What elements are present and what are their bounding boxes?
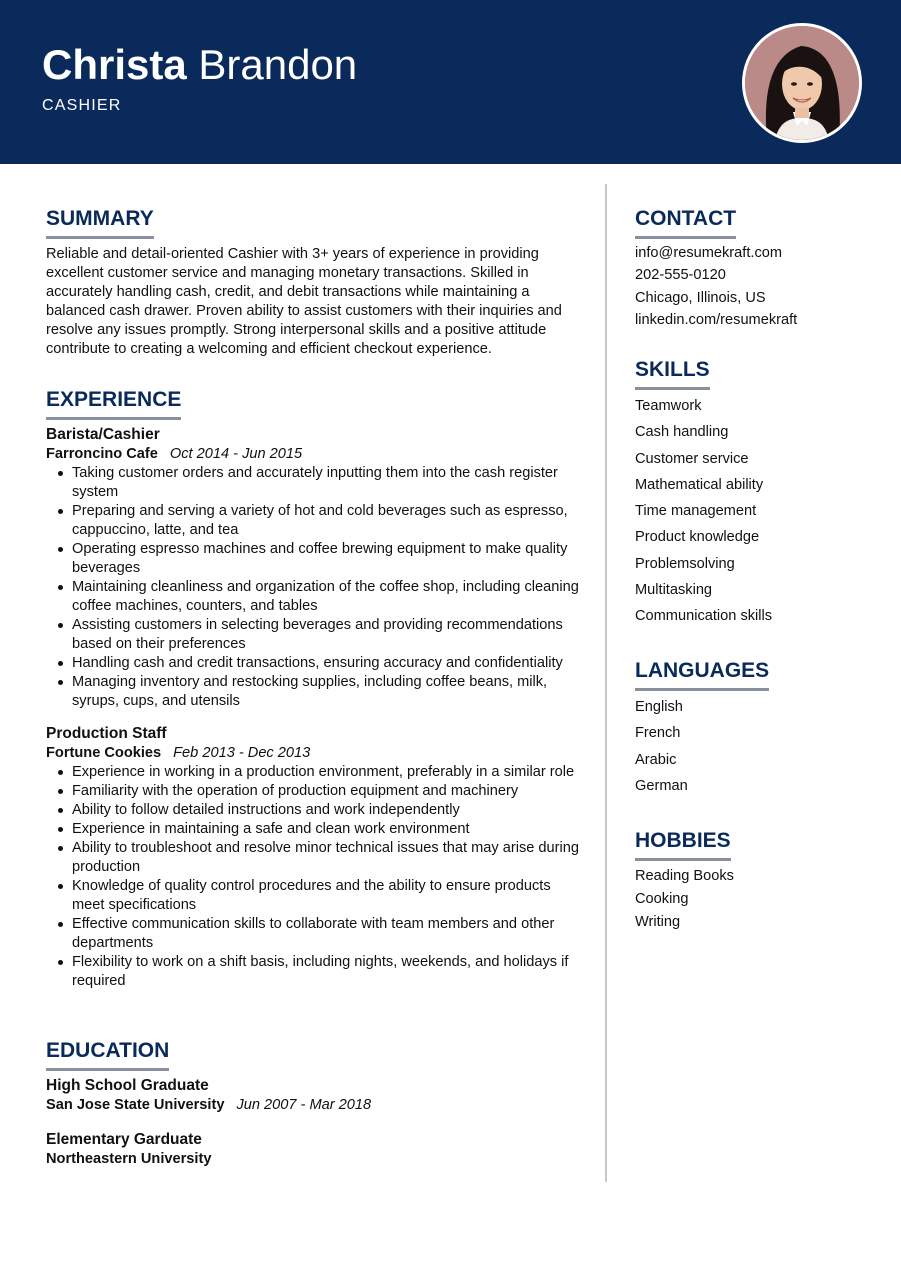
- language-item: Arabic: [635, 751, 677, 768]
- bullet-item: Assisting customers in selecting beverages and providing recommendations based on their preferences: [46, 616, 581, 654]
- bullet-item: Experience in working in a production environment, preferably in a similar role: [46, 763, 581, 782]
- bullet-item: Taking customer orders and accurately inputting them into the cash register system: [46, 464, 581, 502]
- skills-list: [635, 393, 875, 630]
- portrait-illustration: [745, 26, 859, 140]
- job-role: CASHIER: [42, 97, 122, 114]
- skill-item: Multitasking: [635, 582, 713, 599]
- bullet-item: Managing inventory and restocking supplies, including coffee beans, milk, syrups, cups, and utensils: [46, 673, 581, 711]
- hobbies-heading: HOBBIES: [635, 828, 731, 861]
- header-banner: [0, 0, 901, 164]
- column-divider: [605, 184, 607, 1182]
- education-meta: [46, 1150, 581, 1169]
- bullet-item: Knowledge of quality control procedures and the ability to ensure products meet specifications: [46, 877, 581, 915]
- bullet-item: Experience in maintaining a safe and clean work environment: [46, 820, 581, 839]
- languages-list: [635, 694, 875, 799]
- bullet-item: Flexibility to work on a shift basis, including nights, weekends, and holidays if required: [46, 953, 581, 991]
- first-name: Christa: [42, 41, 187, 88]
- education-entry: [46, 1076, 581, 1115]
- skills-heading: SKILLS: [635, 357, 710, 390]
- contact-linkedin[interactable]: linkedin.com/resumekraft: [635, 311, 798, 328]
- languages-heading: LANGUAGES: [635, 658, 769, 691]
- contact-location: Chicago, Illinois, US: [635, 289, 766, 306]
- job-entry: [46, 724, 581, 991]
- experience-heading: EXPERIENCE: [46, 387, 181, 420]
- job-dates: Oct 2014 - Jun 2015: [169, 446, 303, 462]
- hobbies-list: [635, 865, 875, 934]
- skill-item: Product knowledge: [635, 529, 760, 546]
- job-entry: [46, 425, 581, 711]
- last-name: Brandon: [198, 41, 358, 88]
- job-meta: [46, 445, 581, 464]
- bullet-item: Ability to troubleshoot and resolve minor technical issues that may arise during production: [46, 839, 581, 877]
- education-degree: High School Graduate: [46, 1077, 209, 1094]
- hobby-item: Reading Books: [635, 868, 734, 884]
- skill-item: Time management: [635, 503, 757, 520]
- bullet-item: Ability to follow detailed instructions and work independently: [46, 801, 581, 820]
- education-meta: [46, 1096, 581, 1115]
- profile-photo: [742, 23, 862, 143]
- job-dates: Feb 2013 - Dec 2013: [173, 745, 311, 761]
- education-entry: [46, 1130, 581, 1169]
- skill-item: Customer service: [635, 450, 749, 467]
- job-company: Fortune Cookies: [46, 745, 162, 761]
- education-school: San Jose State University: [46, 1097, 225, 1113]
- language-item: French: [635, 725, 681, 742]
- summary-heading: SUMMARY: [46, 206, 154, 239]
- skill-item: Mathematical ability: [635, 476, 764, 493]
- bullet-item: Familiarity with the operation of production equipment and machinery: [46, 782, 581, 801]
- hobby-item: Writing: [635, 914, 681, 930]
- contact-email[interactable]: info@resumekraft.com: [635, 245, 783, 261]
- skill-item: Teamwork: [635, 398, 702, 414]
- language-item: English: [635, 699, 683, 715]
- job-title: Production Staff: [46, 725, 167, 742]
- contact-block: [635, 242, 875, 331]
- job-bullets: [46, 464, 581, 711]
- education-heading: EDUCATION: [46, 1038, 169, 1071]
- language-item: German: [635, 777, 688, 794]
- skill-item: Communication skills: [635, 608, 773, 625]
- bullet-item: Handling cash and credit transactions, ensuring accuracy and confidentiality: [46, 654, 581, 673]
- education-dates: Jun 2007 - Mar 2018: [236, 1097, 372, 1113]
- job-title: Barista/Cashier: [46, 426, 160, 443]
- hobby-item: Cooking: [635, 891, 689, 907]
- education-school: Northeastern University: [46, 1151, 212, 1167]
- bullet-item: Maintaining cleanliness and organization of the coffee shop, including cleaning coffee machines, counters, and tables: [46, 578, 581, 616]
- contact-heading: CONTACT: [635, 206, 736, 239]
- contact-phone[interactable]: 202-555-0120: [635, 267, 726, 284]
- bullet-item: Preparing and serving a variety of hot and cold beverages such as espresso, cappuccino, latte, and tea: [46, 502, 581, 540]
- job-bullets: [46, 763, 581, 991]
- bullet-item: Operating espresso machines and coffee brewing equipment to make quality beverages: [46, 540, 581, 578]
- job-company: Farroncino Cafe: [46, 446, 158, 462]
- skill-item: Problemsolving: [635, 555, 735, 572]
- job-meta: [46, 744, 581, 763]
- candidate-name: [42, 40, 357, 90]
- summary-text: Reliable and detail-oriented Cashier with 3+ years of experience in providing excellent customer service and managing monetary transactions. Skilled in accurately handling cash, credit, and debit transactions while maintaining a balanced cash drawer. Proven ability to assist customers with their inquiries and resolve any issues promptly. Strong interpersonal skills and a positive attitude contribute to creating a welcoming and efficient checkout experience.: [46, 246, 562, 357]
- bullet-item: Effective communication skills to collaborate with team members and other departments: [46, 915, 581, 953]
- skill-item: Cash handling: [635, 424, 729, 441]
- education-degree: Elementary Garduate: [46, 1131, 202, 1148]
